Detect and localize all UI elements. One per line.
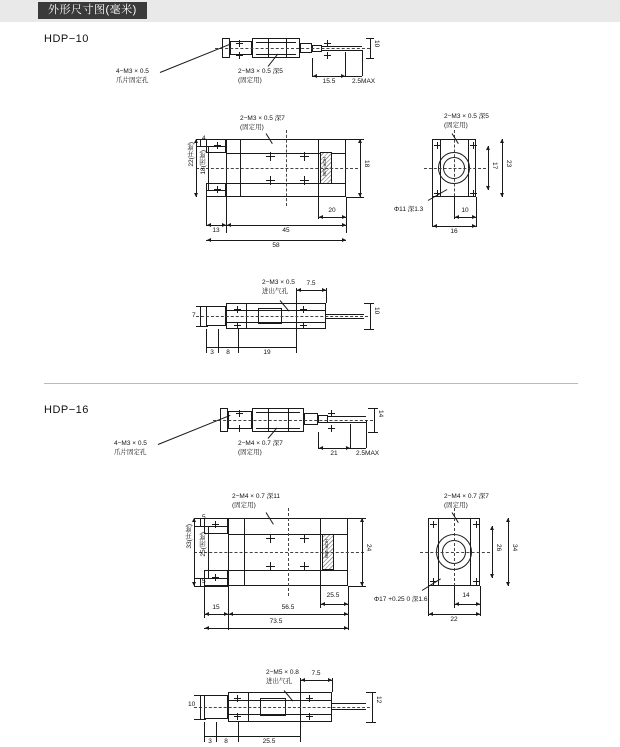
hdp10-bottom-label-2m3: 2−M3 × 0.5 bbox=[262, 279, 295, 286]
hdp10-top-label-jaw-holes: 爪片固定孔 bbox=[116, 77, 149, 84]
hdp10-front-dim-18: 18 bbox=[363, 160, 370, 168]
hdp16-front-dim-15: 15 bbox=[212, 604, 220, 611]
hdp10-front-dim-20: 20 bbox=[328, 207, 336, 214]
hdp16-bottom-dim-8: 8 bbox=[224, 738, 228, 745]
hdp16-side-dim-34: 34 bbox=[511, 544, 518, 552]
section-divider bbox=[44, 383, 578, 384]
hdp16-front-dim-5-bottom: 5 bbox=[202, 578, 206, 585]
hdp16-bottom-label-air-port: 进出气孔 bbox=[266, 678, 292, 685]
hdp16-side-dim-26: 26 bbox=[495, 544, 502, 552]
hdp16-front-dim-33-open: 33(开度) bbox=[186, 524, 193, 549]
hdp16-top-dim-25max: 2.5MAX bbox=[356, 450, 380, 457]
hdp16-top-label-fixing: (固定用) bbox=[238, 449, 262, 456]
hdp16-bottom-dim-75: 7.5 bbox=[311, 670, 321, 677]
hdp10-side-label-2m3-d5: 2−M3 × 0.5 深5 bbox=[444, 113, 489, 120]
hdp16-bottom-dim-10: 10 bbox=[188, 701, 196, 708]
hdp10-side-dim-16: 16 bbox=[450, 228, 458, 235]
hdp10-front-dim-45: 45 bbox=[282, 227, 290, 234]
hdp10-front-dim-4: 4 bbox=[202, 135, 206, 142]
hdp10-top-dim-155: 15.5 bbox=[322, 78, 336, 85]
hdp10-front-dim-22-open: 22(开度) bbox=[188, 142, 195, 167]
hdp10-bottom-dim-7: 7 bbox=[192, 312, 196, 319]
model-title-hdp10: HDP−10 bbox=[44, 33, 89, 45]
hdp16-front-dim-5-top: 5 bbox=[202, 514, 206, 521]
hdp16-bottom-label-2m5: 2−M5 × 0.8 bbox=[266, 669, 299, 676]
hdp16-front-label-fixing: (固定用) bbox=[232, 502, 256, 509]
hdp10-side-label-fixing: (固定用) bbox=[444, 122, 468, 129]
hdp10-bottom-label-air-port: 进出气孔 bbox=[262, 288, 288, 295]
hdp10-bottom-dim-8: 8 bbox=[226, 349, 230, 356]
hdp16-front-dim-735: 73.5 bbox=[269, 618, 283, 625]
hdp10-top-dim-10: 10 bbox=[373, 40, 380, 48]
hdp10-top-label-4m3: 4−M3 × 0.5 bbox=[116, 68, 149, 75]
hdp16-bottom-dim-12: 12 bbox=[375, 696, 382, 704]
dimension-drawing-page: 外形尺寸图(毫米) HDP−10 10 15.5 2.5MAX 4−M3 × 0.5 爪片固定孔 2−M3 × 0.5 深5 (固定用) HDP-10B 4 22(开度) 18(闭度) 18 20 13 45 58 2−M3 × 0.5 深7 (固定用) 17 23 10 16 Φ11 深1.3 2−M3 × 0.5 深5 (固定用) 7 10 7.5 3 8 19 2−M3 × 0.5 进出气孔 HDP−16 14 21 2.5MAX 4−M3 × 0.5 爪片固定孔 2−M4 × 0.7 深7 (固定用) HDP-16B 5 5 33(开度) 25(闭度) 24 25.5 15 56.5 73.5 2−M4 × 0.7 深11 (固定用) 26 34 14 22 Φ17 +0.25 0 深1.6 2−M4 × 0.7 深7 (固定用) 10 12 7.5 3 8 25.5 2−M5 × 0.8 进出气孔 bbox=[0, 0, 620, 747]
hdp16-top-dim-21: 21 bbox=[330, 450, 338, 457]
hdp16-front-dim-24: 24 bbox=[365, 544, 372, 552]
hdp16-bottom-dim-255: 25.5 bbox=[262, 738, 276, 745]
hdp10-front-dim-58: 58 bbox=[272, 242, 280, 249]
hdp10-front-dim-13: 13 bbox=[212, 227, 220, 234]
hdp10-top-label-fixing: (固定用) bbox=[238, 77, 262, 84]
hdp16-side-dim-14: 14 bbox=[462, 592, 470, 599]
hdp16-top-label-4m3: 4−M3 × 0.5 bbox=[114, 440, 147, 447]
hdp10-front-label-fixing: (固定用) bbox=[240, 124, 264, 131]
hdp10-front-dim-18-close: 18(闭度) bbox=[200, 150, 207, 175]
hdp10-side-dim-10: 10 bbox=[461, 207, 469, 214]
hdp16-side-dim-22: 22 bbox=[450, 616, 458, 623]
hdp16-top-label-2m4-d7: 2−M4 × 0.7 深7 bbox=[238, 440, 283, 447]
hdp10-bottom-dim-75: 7.5 bbox=[306, 280, 316, 287]
hdp16-front-label-2m4-d11: 2−M4 × 0.7 深11 bbox=[232, 493, 280, 500]
hdp16-front-dim-255: 25.5 bbox=[326, 592, 340, 599]
hdp10-top-label-2m3-d5: 2−M3 × 0.5 深5 bbox=[238, 68, 283, 75]
hdp16-bottom-dim-3: 3 bbox=[208, 738, 212, 745]
model-title-hdp16: HDP−16 bbox=[44, 404, 89, 416]
hdp10-bottom-dim-19: 19 bbox=[263, 349, 271, 356]
hdp10-side-dim-17: 17 bbox=[491, 162, 498, 170]
hdp10-side-label-phi11: Φ11 深1.3 bbox=[394, 206, 424, 213]
hdp16-top-label-jaw-holes: 爪片固定孔 bbox=[114, 449, 147, 456]
hdp16-top-dim-14: 14 bbox=[377, 410, 384, 418]
hdp16-side-label-phi17: Φ17 +0.25 0 深1.6 bbox=[374, 596, 428, 603]
hdp10-top-dim-25max: 2.5MAX bbox=[352, 78, 376, 85]
hdp16-side-label-fixing: (固定用) bbox=[444, 502, 468, 509]
hdp16-front-dim-25-close: 25(闭度) bbox=[200, 532, 207, 557]
hdp16-side-label-2m4-d7: 2−M4 × 0.7 深7 bbox=[444, 493, 489, 500]
hdp10-front-label-2m3-d7: 2−M3 × 0.5 深7 bbox=[240, 115, 285, 122]
header-tab-label: 外形尺寸图(毫米) bbox=[38, 2, 147, 19]
hdp10-bottom-dim-3: 3 bbox=[210, 349, 214, 356]
hdp10-bottom-dim-10: 10 bbox=[373, 307, 380, 315]
hdp16-front-dim-565: 56.5 bbox=[281, 604, 295, 611]
hdp10-side-dim-23: 23 bbox=[505, 160, 512, 168]
